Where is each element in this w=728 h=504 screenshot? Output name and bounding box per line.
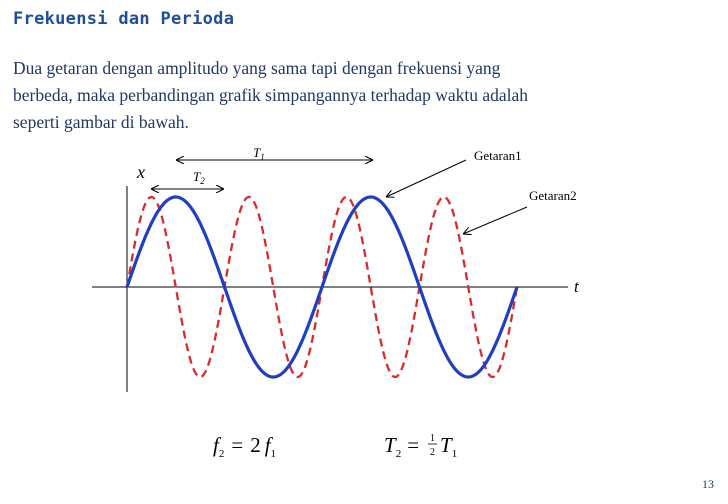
legend-getaran2: Getaran2	[529, 188, 577, 203]
legend-getaran1-pointer	[386, 160, 466, 197]
legend-getaran1: Getaran1	[474, 148, 522, 163]
svg-text:1: 1	[430, 433, 435, 444]
formula-frequency: $f_2 = 2$ $f_1$	[213, 433, 277, 460]
svg-text:T1: $T_1$	[440, 433, 458, 460]
body-line: Dua getaran dengan amplitudo yang sama tapi dengan frekuensi yang	[13, 58, 501, 78]
body-line: seperti gambar di bawah.	[13, 112, 189, 132]
body-line: berbeda, maka perbandingan grafik simpangannya terhadap waktu adalah	[13, 85, 529, 105]
page-number: 13	[702, 477, 714, 491]
period1-label: $T_1$	[253, 145, 265, 162]
svg-text:T2=: $T_2$ =	[384, 433, 420, 460]
period2-label: $T_2$	[193, 169, 205, 186]
formula-period	[384, 433, 457, 460]
slide-title: Frekuensi dan Perioda	[13, 9, 235, 29]
t-axis-label: t	[574, 277, 579, 296]
svg-text:2: 2	[430, 447, 435, 458]
legend-getaran2-pointer	[463, 207, 527, 234]
x-axis-label: x	[137, 162, 145, 182]
